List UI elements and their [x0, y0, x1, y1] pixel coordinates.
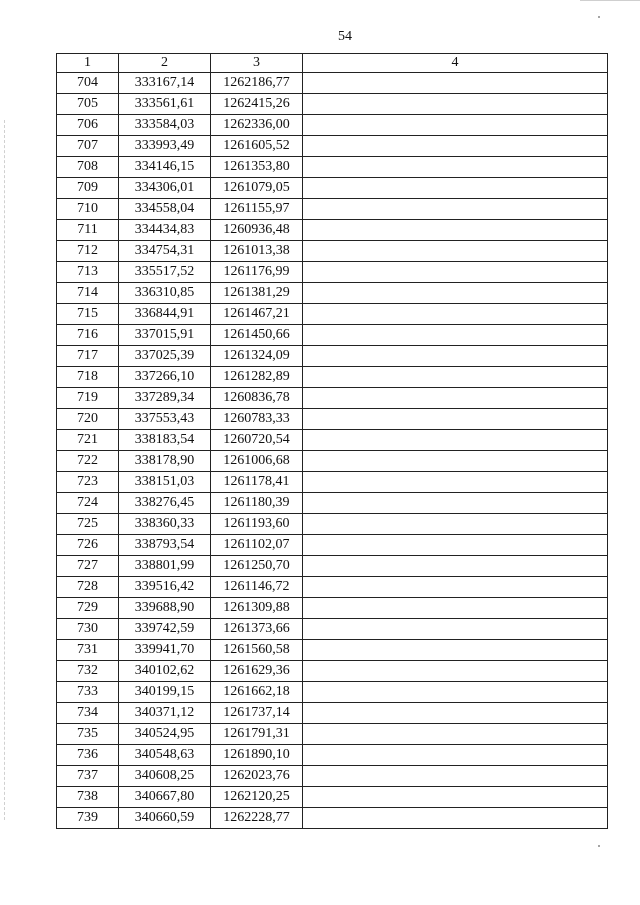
x-coordinate-cell: 334754,31 — [119, 241, 211, 262]
note-cell — [303, 388, 608, 409]
page-number: 54 — [338, 29, 352, 44]
point-number-cell: 714 — [57, 283, 119, 304]
x-coordinate-cell: 340524,95 — [119, 724, 211, 745]
note-cell — [303, 262, 608, 283]
table-row — [57, 556, 608, 577]
x-coordinate-cell: 336310,85 — [119, 283, 211, 304]
y-coordinate-cell: 1261890,10 — [211, 745, 303, 766]
note-cell — [303, 745, 608, 766]
scan-edge-left — [4, 120, 6, 820]
note-cell — [303, 703, 608, 724]
table-row — [57, 283, 608, 304]
x-coordinate-cell: 337553,43 — [119, 409, 211, 430]
x-coordinate-cell: 337015,91 — [119, 325, 211, 346]
note-cell — [303, 157, 608, 178]
point-number-cell: 736 — [57, 745, 119, 766]
table-row — [57, 598, 608, 619]
point-number-cell: 710 — [57, 199, 119, 220]
note-cell — [303, 367, 608, 388]
y-coordinate-cell: 1261180,39 — [211, 493, 303, 514]
point-number-cell: 727 — [57, 556, 119, 577]
x-coordinate-cell: 337025,39 — [119, 346, 211, 367]
point-number-cell: 723 — [57, 472, 119, 493]
note-cell — [303, 451, 608, 472]
note-cell — [303, 241, 608, 262]
table-row — [57, 220, 608, 241]
table-row — [57, 493, 608, 514]
y-coordinate-cell: 1262228,77 — [211, 808, 303, 829]
note-cell — [303, 472, 608, 493]
scan-speck — [598, 16, 600, 18]
point-number-cell: 725 — [57, 514, 119, 535]
table-row — [57, 388, 608, 409]
point-number-cell: 705 — [57, 94, 119, 115]
table-row — [57, 535, 608, 556]
point-number-cell: 729 — [57, 598, 119, 619]
table-row — [57, 241, 608, 262]
point-number-cell: 737 — [57, 766, 119, 787]
column-header: 1 — [57, 54, 119, 73]
point-number-cell: 715 — [57, 304, 119, 325]
point-number-cell: 707 — [57, 136, 119, 157]
coordinates-table — [56, 53, 608, 829]
scan-edge-top — [580, 0, 640, 1]
table-row — [57, 472, 608, 493]
point-number-cell: 733 — [57, 682, 119, 703]
point-number-cell: 732 — [57, 661, 119, 682]
y-coordinate-cell: 1261250,70 — [211, 556, 303, 577]
x-coordinate-cell: 333584,03 — [119, 115, 211, 136]
y-coordinate-cell: 1261560,58 — [211, 640, 303, 661]
x-coordinate-cell: 339516,42 — [119, 577, 211, 598]
note-cell — [303, 178, 608, 199]
x-coordinate-cell: 339742,59 — [119, 619, 211, 640]
point-number-cell: 731 — [57, 640, 119, 661]
point-number-cell: 738 — [57, 787, 119, 808]
y-coordinate-cell: 1261309,88 — [211, 598, 303, 619]
table-header-row — [57, 54, 608, 73]
point-number-cell: 721 — [57, 430, 119, 451]
note-cell — [303, 598, 608, 619]
y-coordinate-cell: 1261605,52 — [211, 136, 303, 157]
note-cell — [303, 325, 608, 346]
x-coordinate-cell: 338801,99 — [119, 556, 211, 577]
point-number-cell: 717 — [57, 346, 119, 367]
x-coordinate-cell: 340548,63 — [119, 745, 211, 766]
y-coordinate-cell: 1261373,66 — [211, 619, 303, 640]
y-coordinate-cell: 1262186,77 — [211, 73, 303, 94]
table-row — [57, 724, 608, 745]
y-coordinate-cell: 1261102,07 — [211, 535, 303, 556]
table-row — [57, 430, 608, 451]
table-body — [57, 73, 608, 829]
y-coordinate-cell: 1260720,54 — [211, 430, 303, 451]
point-number-cell: 730 — [57, 619, 119, 640]
y-coordinate-cell: 1262415,26 — [211, 94, 303, 115]
note-cell — [303, 409, 608, 430]
x-coordinate-cell: 338276,45 — [119, 493, 211, 514]
point-number-cell: 724 — [57, 493, 119, 514]
point-number-cell: 734 — [57, 703, 119, 724]
table-row — [57, 409, 608, 430]
table-row — [57, 661, 608, 682]
note-cell — [303, 661, 608, 682]
x-coordinate-cell: 334434,83 — [119, 220, 211, 241]
y-coordinate-cell: 1260836,78 — [211, 388, 303, 409]
y-coordinate-cell: 1261178,41 — [211, 472, 303, 493]
x-coordinate-cell: 339688,90 — [119, 598, 211, 619]
point-number-cell: 711 — [57, 220, 119, 241]
y-coordinate-cell: 1261324,09 — [211, 346, 303, 367]
y-coordinate-cell: 1262336,00 — [211, 115, 303, 136]
column-header: 4 — [303, 54, 608, 73]
table-row — [57, 577, 608, 598]
table-row — [57, 94, 608, 115]
table-row — [57, 703, 608, 724]
y-coordinate-cell: 1261467,21 — [211, 304, 303, 325]
note-cell — [303, 556, 608, 577]
x-coordinate-cell: 338178,90 — [119, 451, 211, 472]
table-row — [57, 682, 608, 703]
x-coordinate-cell: 334306,01 — [119, 178, 211, 199]
x-coordinate-cell: 334558,04 — [119, 199, 211, 220]
note-cell — [303, 115, 608, 136]
y-coordinate-cell: 1261155,97 — [211, 199, 303, 220]
point-number-cell: 706 — [57, 115, 119, 136]
point-number-cell: 728 — [57, 577, 119, 598]
table-row — [57, 619, 608, 640]
note-cell — [303, 682, 608, 703]
table-row — [57, 157, 608, 178]
x-coordinate-cell: 338793,54 — [119, 535, 211, 556]
note-cell — [303, 787, 608, 808]
table-row — [57, 199, 608, 220]
point-number-cell: 704 — [57, 73, 119, 94]
x-coordinate-cell: 337266,10 — [119, 367, 211, 388]
y-coordinate-cell: 1261176,99 — [211, 262, 303, 283]
y-coordinate-cell: 1261146,72 — [211, 577, 303, 598]
point-number-cell: 720 — [57, 409, 119, 430]
y-coordinate-cell: 1261193,60 — [211, 514, 303, 535]
table-row — [57, 640, 608, 661]
point-number-cell: 718 — [57, 367, 119, 388]
note-cell — [303, 304, 608, 325]
y-coordinate-cell: 1261450,66 — [211, 325, 303, 346]
x-coordinate-cell: 334146,15 — [119, 157, 211, 178]
x-coordinate-cell: 333561,61 — [119, 94, 211, 115]
column-header: 3 — [211, 54, 303, 73]
note-cell — [303, 619, 608, 640]
point-number-cell: 735 — [57, 724, 119, 745]
x-coordinate-cell: 333993,49 — [119, 136, 211, 157]
table-row — [57, 115, 608, 136]
scan-speck — [598, 845, 600, 847]
y-coordinate-cell: 1260936,48 — [211, 220, 303, 241]
table-row — [57, 808, 608, 829]
y-coordinate-cell: 1261629,36 — [211, 661, 303, 682]
note-cell — [303, 577, 608, 598]
y-coordinate-cell: 1261662,18 — [211, 682, 303, 703]
x-coordinate-cell: 340102,62 — [119, 661, 211, 682]
point-number-cell: 722 — [57, 451, 119, 472]
x-coordinate-cell: 336844,91 — [119, 304, 211, 325]
note-cell — [303, 283, 608, 304]
y-coordinate-cell: 1261282,89 — [211, 367, 303, 388]
table-row — [57, 514, 608, 535]
table-row — [57, 73, 608, 94]
note-cell — [303, 724, 608, 745]
x-coordinate-cell: 340199,15 — [119, 682, 211, 703]
y-coordinate-cell: 1261737,14 — [211, 703, 303, 724]
note-cell — [303, 346, 608, 367]
y-coordinate-cell: 1260783,33 — [211, 409, 303, 430]
table-row — [57, 325, 608, 346]
x-coordinate-cell: 333167,14 — [119, 73, 211, 94]
y-coordinate-cell: 1261791,31 — [211, 724, 303, 745]
x-coordinate-cell: 340371,12 — [119, 703, 211, 724]
x-coordinate-cell: 338183,54 — [119, 430, 211, 451]
x-coordinate-cell: 338360,33 — [119, 514, 211, 535]
y-coordinate-cell: 1261381,29 — [211, 283, 303, 304]
table-row — [57, 136, 608, 157]
point-number-cell: 712 — [57, 241, 119, 262]
note-cell — [303, 493, 608, 514]
point-number-cell: 719 — [57, 388, 119, 409]
note-cell — [303, 73, 608, 94]
note-cell — [303, 199, 608, 220]
note-cell — [303, 808, 608, 829]
x-coordinate-cell: 338151,03 — [119, 472, 211, 493]
table-row — [57, 262, 608, 283]
x-coordinate-cell: 337289,34 — [119, 388, 211, 409]
table-row — [57, 304, 608, 325]
note-cell — [303, 136, 608, 157]
x-coordinate-cell: 335517,52 — [119, 262, 211, 283]
table-row — [57, 346, 608, 367]
note-cell — [303, 94, 608, 115]
point-number-cell: 713 — [57, 262, 119, 283]
y-coordinate-cell: 1261006,68 — [211, 451, 303, 472]
note-cell — [303, 640, 608, 661]
x-coordinate-cell: 340608,25 — [119, 766, 211, 787]
point-number-cell: 739 — [57, 808, 119, 829]
note-cell — [303, 535, 608, 556]
y-coordinate-cell: 1261013,38 — [211, 241, 303, 262]
note-cell — [303, 514, 608, 535]
note-cell — [303, 220, 608, 241]
table-row — [57, 367, 608, 388]
x-coordinate-cell: 339941,70 — [119, 640, 211, 661]
point-number-cell: 726 — [57, 535, 119, 556]
point-number-cell: 708 — [57, 157, 119, 178]
y-coordinate-cell: 1261079,05 — [211, 178, 303, 199]
x-coordinate-cell: 340667,80 — [119, 787, 211, 808]
table-row — [57, 178, 608, 199]
column-header: 2 — [119, 54, 211, 73]
note-cell — [303, 430, 608, 451]
point-number-cell: 716 — [57, 325, 119, 346]
table-row — [57, 766, 608, 787]
y-coordinate-cell: 1261353,80 — [211, 157, 303, 178]
y-coordinate-cell: 1262023,76 — [211, 766, 303, 787]
table-row — [57, 787, 608, 808]
note-cell — [303, 766, 608, 787]
table-row — [57, 745, 608, 766]
point-number-cell: 709 — [57, 178, 119, 199]
y-coordinate-cell: 1262120,25 — [211, 787, 303, 808]
table-row — [57, 451, 608, 472]
x-coordinate-cell: 340660,59 — [119, 808, 211, 829]
